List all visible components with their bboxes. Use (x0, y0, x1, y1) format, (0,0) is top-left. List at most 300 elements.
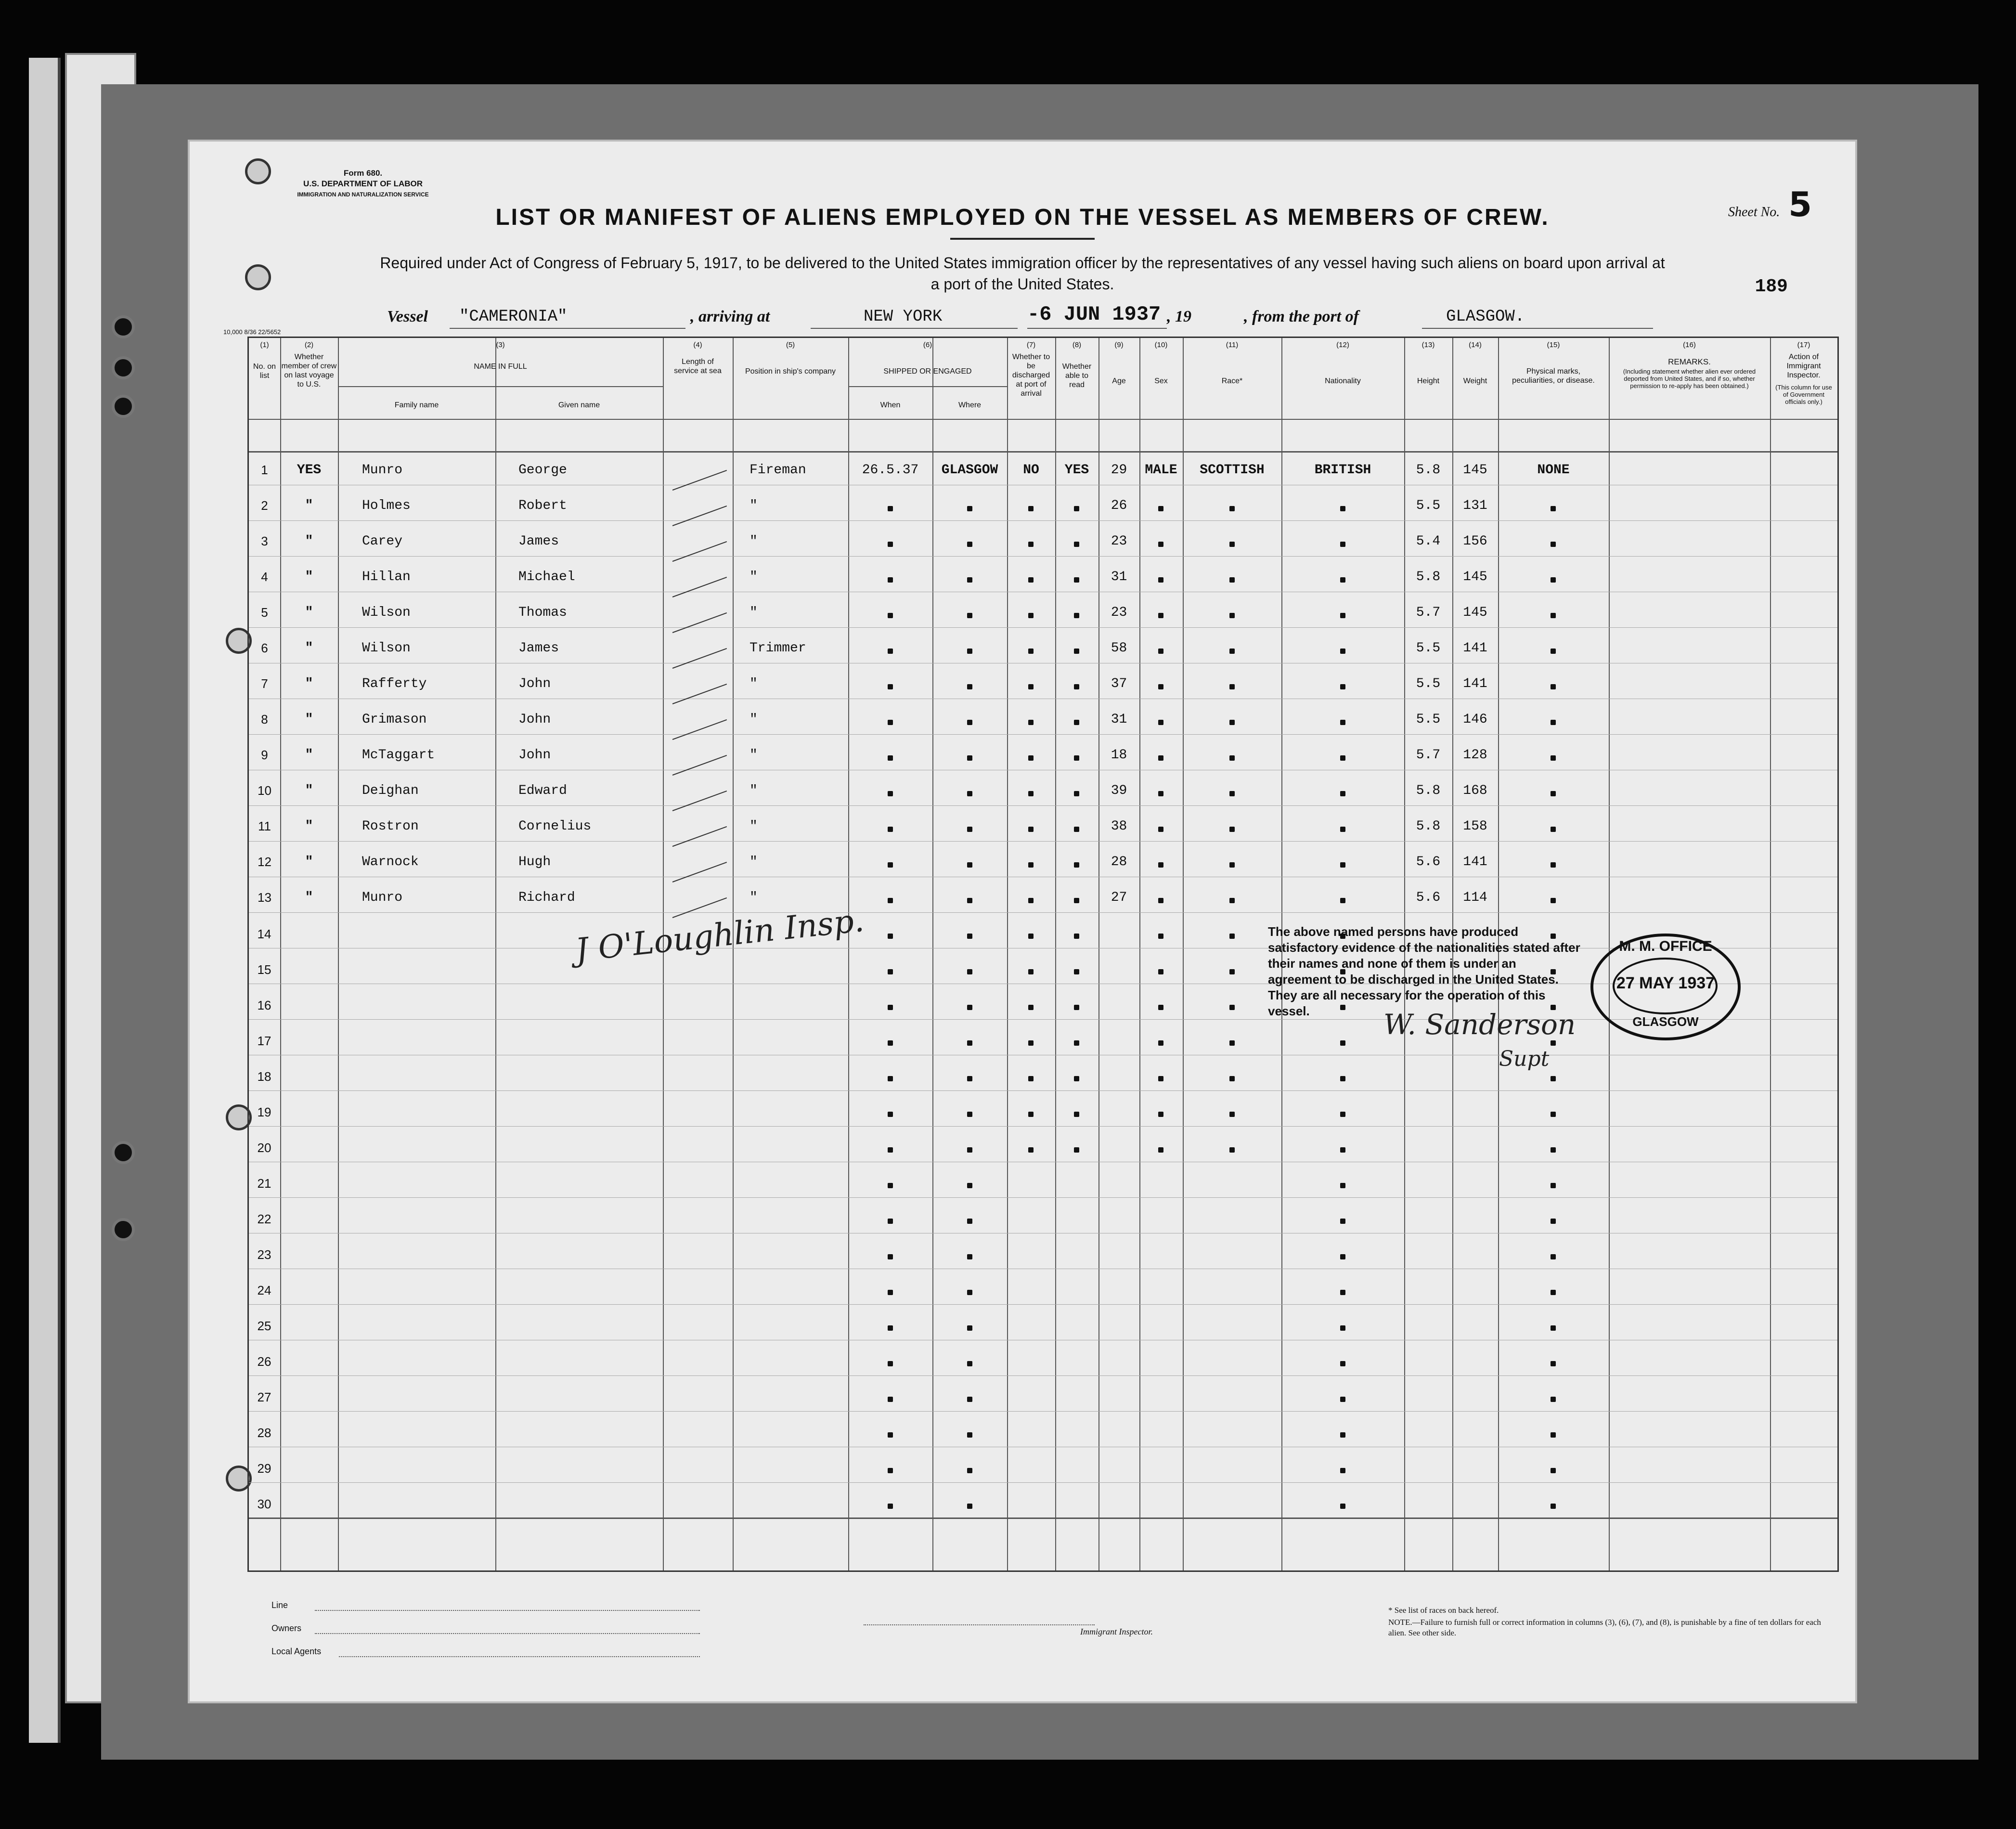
row-3-age: 23 (1111, 534, 1127, 549)
row-13-last-voyage: " (305, 890, 313, 905)
row-5-age: 23 (1111, 605, 1127, 620)
row-13-height: 5.6 (1416, 890, 1441, 905)
row-4-age: 31 (1111, 570, 1127, 584)
ditto-mark (1074, 755, 1079, 761)
ditto-mark (1340, 577, 1345, 583)
ditto-mark (967, 1005, 972, 1010)
ditto-mark (1028, 827, 1034, 832)
ditto-mark (1229, 934, 1235, 939)
col17-note: (This column for use of Government officials only.) (1775, 384, 1832, 405)
service-length-mark (672, 719, 727, 740)
service-length-mark (672, 862, 727, 882)
ditto-mark (1340, 1183, 1345, 1188)
row-1-where: GLASGOW (941, 463, 998, 478)
ditto-mark (967, 969, 972, 974)
ditto-mark (1028, 755, 1034, 761)
row-10-no: 10 (258, 783, 271, 798)
col9-header: Age (1112, 377, 1126, 385)
ditto-mark (1158, 969, 1163, 974)
ditto-mark (1158, 577, 1163, 583)
col13-header: Height (1417, 377, 1440, 385)
ditto-mark (1074, 613, 1079, 618)
row-6-height: 5.5 (1416, 641, 1441, 656)
col7-header: Whether to be discharged at port of arrival (1012, 353, 1050, 398)
row-11-weight: 158 (1463, 819, 1487, 834)
row-8-weight: 146 (1463, 712, 1487, 727)
col7-number: (7) (1026, 341, 1036, 349)
ditto-mark (967, 1361, 972, 1366)
ditto-mark (888, 1005, 893, 1010)
row-5-family: Wilson (362, 605, 411, 620)
service-length-mark (672, 541, 727, 562)
ditto-mark (1074, 862, 1079, 868)
ditto-mark (1028, 934, 1034, 939)
ditto-mark (888, 827, 893, 832)
row-3-position: " (750, 534, 758, 549)
ditto-mark (1158, 755, 1163, 761)
where-header: Where (958, 401, 982, 409)
arrival-underline (811, 328, 1018, 329)
ditto-mark (1074, 934, 1079, 939)
ditto-mark (888, 791, 893, 796)
col8-number: (8) (1072, 341, 1082, 349)
col3-number: (3) (496, 341, 505, 349)
ditto-mark (1158, 791, 1163, 796)
ditto-mark (1074, 827, 1079, 832)
ditto-mark (1074, 1040, 1079, 1046)
row-13-family: Munro (362, 890, 403, 905)
sheet-number-value: 5 (1788, 185, 1812, 224)
row-number: 15 (257, 962, 271, 977)
row-5-given: Thomas (518, 605, 567, 620)
ditto-mark (1074, 898, 1079, 903)
row-7-given: John (518, 676, 551, 691)
ditto-mark (888, 577, 893, 583)
row-12-weight: 141 (1463, 855, 1487, 869)
ditto-mark (888, 934, 893, 939)
ditto-mark (1158, 613, 1163, 618)
row-number: 17 (257, 1034, 271, 1048)
row-9-position: " (750, 748, 758, 763)
ditto-mark (1158, 1040, 1163, 1046)
ditto-mark (967, 755, 972, 761)
row-8-given: John (518, 712, 551, 727)
ditto-mark (1229, 862, 1235, 868)
col12-header: Nationality (1325, 377, 1361, 385)
row-2-given: Robert (518, 498, 567, 513)
ditto-mark (1340, 898, 1345, 903)
ditto-mark (1340, 1147, 1345, 1153)
ditto-mark (967, 577, 972, 583)
footer-line-label: Line (271, 1600, 288, 1610)
row-3-weight: 156 (1463, 534, 1487, 549)
ditto-mark (967, 1468, 972, 1473)
page-title: LIST OR MANIFEST OF ALIENS EMPLOYED ON THE VESSEL AS MEMBERS OF CREW. (495, 205, 1550, 230)
row-13-position: " (750, 890, 758, 905)
ditto-mark (1158, 720, 1163, 725)
service-length-mark (672, 470, 727, 491)
ditto-mark (1340, 1504, 1345, 1509)
given-name-header: Given name (558, 401, 600, 409)
row-9-last-voyage: " (305, 748, 313, 763)
ditto-mark (1551, 1432, 1556, 1438)
departure-port: GLASGOW. (1446, 308, 1525, 326)
ditto-mark (1028, 649, 1034, 654)
ditto-mark (1551, 1112, 1556, 1117)
row-9-weight: 128 (1463, 748, 1487, 763)
col11-header: Race* (1221, 377, 1243, 385)
ditto-mark (888, 1076, 893, 1081)
row-4-given: Michael (518, 570, 575, 584)
ditto-mark (888, 969, 893, 974)
row-number: 24 (257, 1283, 271, 1297)
port-underline (1422, 328, 1653, 329)
binder-hole-icon (112, 395, 135, 418)
ditto-mark (1340, 1112, 1345, 1117)
ditto-mark (1158, 649, 1163, 654)
ditto-mark (967, 684, 972, 689)
col15-number: (15) (1547, 341, 1560, 349)
row-9-family: McTaggart (362, 748, 435, 763)
row-number: 14 (257, 927, 271, 941)
stamp-city: GLASGOW (1632, 1014, 1699, 1029)
row-12-family: Warnock (362, 855, 419, 869)
row-7-age: 37 (1111, 676, 1127, 691)
row-1-nationality: BRITISH (1314, 463, 1371, 478)
ditto-mark (888, 613, 893, 618)
row-11-given: Cornelius (518, 819, 592, 834)
ditto-mark (967, 542, 972, 547)
service-length-mark (672, 897, 727, 918)
ditto-mark (1551, 684, 1556, 689)
ditto-mark (1551, 1076, 1556, 1081)
ditto-mark (1229, 1040, 1235, 1046)
row-11-age: 38 (1111, 819, 1127, 834)
ditto-mark (1229, 755, 1235, 761)
col3-header: NAME IN FULL (474, 363, 527, 371)
ditto-mark (1074, 649, 1079, 654)
ditto-mark (1551, 542, 1556, 547)
service-length-mark (672, 791, 727, 811)
ditto-mark (888, 1432, 893, 1438)
row-4-no: 4 (261, 570, 268, 584)
ditto-mark (967, 1112, 972, 1117)
ditto-mark (1229, 827, 1235, 832)
ditto-mark (1158, 684, 1163, 689)
ditto-mark (888, 1468, 893, 1473)
ditto-mark (1229, 649, 1235, 654)
ditto-mark (1551, 1254, 1556, 1259)
ditto-mark (1028, 1040, 1034, 1046)
ditto-mark (1028, 969, 1034, 974)
row-3-given: James (518, 534, 559, 549)
ditto-mark (1028, 613, 1034, 618)
row-6-last-voyage: " (305, 641, 313, 656)
ditto-mark (1074, 1112, 1079, 1117)
when-header: When (880, 401, 901, 409)
ditto-mark (1028, 791, 1034, 796)
row-8-family: Grimason (362, 712, 427, 727)
ditto-mark (1551, 1219, 1556, 1224)
ditto-mark (888, 1504, 893, 1509)
row-3-family: Carey (362, 534, 403, 549)
row-number: 28 (257, 1426, 271, 1440)
row-number: 26 (257, 1354, 271, 1369)
row-2-position: " (750, 498, 758, 513)
row-8-position: " (750, 712, 758, 727)
ditto-mark (1229, 613, 1235, 618)
ditto-mark (1074, 1076, 1079, 1081)
row-9-given: John (518, 748, 551, 763)
ditto-mark (967, 1432, 972, 1438)
row-11-height: 5.8 (1416, 819, 1441, 834)
sheet-number-label: Sheet No. (1728, 205, 1780, 220)
ditto-mark (888, 898, 893, 903)
col2-header: Whether member of crew on last voyage to U.S. (281, 353, 337, 389)
ditto-mark (1158, 898, 1163, 903)
ditto-mark (1028, 898, 1034, 903)
ditto-mark (888, 1290, 893, 1295)
ditto-mark (1340, 1040, 1345, 1046)
ditto-mark (1551, 791, 1556, 796)
row-number: 30 (257, 1497, 271, 1511)
row-1-discharged: NO (1023, 463, 1039, 478)
certification-text: The above named persons have produced satisfactory evidence of the nationalities stated after their names and none of them is under an agreement to be discharged in the United States. They are all necessary for the operation of this vessel. (1268, 924, 1580, 1018)
service-length-mark (672, 577, 727, 597)
row-4-last-voyage: " (305, 570, 313, 584)
ditto-mark (967, 1040, 972, 1046)
row-4-height: 5.8 (1416, 570, 1441, 584)
row-10-weight: 168 (1463, 783, 1487, 798)
fine-note: NOTE.—Failure to furnish full or correct information in columns (3), (6), (7), and (8), is punishable by a fine of ten dollars for each alien. See other side. (1388, 1618, 1821, 1637)
row-5-last-voyage: " (305, 605, 313, 620)
ditto-mark (1340, 1432, 1345, 1438)
row-13-no: 13 (258, 890, 271, 905)
inspector-label: Immigrant Inspector. (1080, 1627, 1153, 1636)
row-6-no: 6 (261, 641, 268, 655)
col12-number: (12) (1336, 341, 1349, 349)
ditto-mark (967, 1254, 972, 1259)
col9-number: (9) (1114, 341, 1124, 349)
ditto-mark (967, 720, 972, 725)
row-number: 21 (257, 1176, 271, 1191)
ditto-mark (888, 1112, 893, 1117)
row-1-race: SCOTTISH (1200, 463, 1265, 478)
col17-header: Action of Immigrant Inspector. (1786, 353, 1821, 379)
stamp-date: 27 MAY 1937 (1616, 974, 1715, 992)
ditto-mark (967, 862, 972, 868)
ditto-mark (888, 1397, 893, 1402)
row-11-position: " (750, 819, 758, 834)
row-7-position: " (750, 676, 758, 691)
ditto-mark (888, 1219, 893, 1224)
ditto-mark (1551, 1290, 1556, 1295)
ditto-mark (1028, 684, 1034, 689)
ditto-mark (967, 898, 972, 903)
ditto-mark (1551, 649, 1556, 654)
col5-header: Position in ship's company (745, 367, 836, 376)
ditto-mark (1551, 1504, 1556, 1509)
row-10-family: Deighan (362, 783, 419, 798)
row-7-family: Rafferty (362, 676, 427, 691)
row-9-height: 5.7 (1416, 748, 1441, 763)
ditto-mark (967, 1076, 972, 1081)
punch-hole-icon (245, 264, 271, 290)
ditto-mark (967, 613, 972, 618)
row-11-last-voyage: " (305, 819, 313, 834)
row-6-weight: 141 (1463, 641, 1487, 656)
row-7-height: 5.5 (1416, 676, 1441, 691)
ditto-mark (888, 1183, 893, 1188)
row-10-height: 5.8 (1416, 783, 1441, 798)
ditto-mark (1028, 506, 1034, 511)
ditto-mark (1229, 577, 1235, 583)
row-6-position: Trimmer (750, 641, 806, 656)
footer-owners-label: Owners (271, 1623, 302, 1633)
ditto-mark (1340, 791, 1345, 796)
row-7-weight: 141 (1463, 676, 1487, 691)
ditto-mark (888, 684, 893, 689)
row-11-no: 11 (258, 819, 271, 833)
row-1-family: Munro (362, 463, 403, 478)
ditto-mark (1551, 720, 1556, 725)
row-number: 25 (257, 1319, 271, 1333)
service-name: IMMIGRATION AND NATURALIZATION SERVICE (297, 191, 429, 198)
ditto-mark (1340, 1219, 1345, 1224)
ditto-mark (1229, 684, 1235, 689)
row-12-age: 28 (1111, 855, 1127, 869)
ditto-mark (967, 1183, 972, 1188)
ditto-mark (967, 649, 972, 654)
col16-number: (16) (1683, 341, 1696, 349)
ditto-mark (967, 1397, 972, 1402)
ditto-mark (1074, 791, 1079, 796)
row-number: 23 (257, 1247, 271, 1262)
superintendent-title: Supt (1499, 1047, 1550, 1071)
row-10-last-voyage: " (305, 783, 313, 798)
superintendent-signature: W. Sanderson (1383, 1008, 1576, 1041)
ditto-mark (1340, 1076, 1345, 1081)
row-13-given: Richard (518, 890, 575, 905)
service-length-mark (672, 826, 727, 847)
ditto-mark (1074, 577, 1079, 583)
ditto-mark (967, 934, 972, 939)
arrival-port: NEW YORK (864, 308, 943, 326)
ditto-mark (1229, 1005, 1235, 1010)
ditto-mark (1229, 720, 1235, 725)
row-2-no: 2 (261, 498, 268, 513)
ditto-mark (967, 1147, 972, 1153)
ditto-mark (1340, 755, 1345, 761)
col14-header: Weight (1463, 377, 1487, 385)
row-12-position: " (750, 855, 758, 869)
ditto-mark (888, 720, 893, 725)
col6-number: (6) (923, 341, 932, 349)
ditto-mark (1551, 1183, 1556, 1188)
ditto-mark (1158, 1112, 1163, 1117)
inspector-signature: J O'Loughlin Insp. (573, 901, 866, 969)
ditto-mark (1340, 613, 1345, 618)
ditto-mark (1028, 577, 1034, 583)
row-8-no: 8 (261, 712, 268, 726)
row-number: 20 (257, 1141, 271, 1155)
row-10-given: Edward (518, 783, 567, 798)
ditto-mark (888, 862, 893, 868)
ditto-mark (1229, 542, 1235, 547)
col5-number: (5) (786, 341, 795, 349)
row-number: 18 (257, 1069, 271, 1084)
ditto-mark (967, 791, 972, 796)
ditto-mark (1229, 1076, 1235, 1081)
ditto-mark (888, 506, 893, 511)
page-subtitle: Required under Act of Congress of February 5, 1917, to be delivered to the United States immigration officer by the representatives of any vessel having such aliens on board upon arrival at a port of the United States. (380, 254, 1665, 293)
row-12-last-voyage: " (305, 855, 313, 869)
row-2-weight: 131 (1463, 498, 1487, 513)
ditto-mark (1340, 827, 1345, 832)
ditto-mark (1340, 684, 1345, 689)
row-12-no: 12 (258, 855, 271, 869)
ditto-mark (1158, 1076, 1163, 1081)
row-3-height: 5.4 (1416, 534, 1441, 549)
arriving-label: , arriving at (690, 308, 770, 325)
col15-header: Physical marks, peculiarities, or disease. (1512, 367, 1595, 385)
binder-hole-icon (112, 315, 135, 338)
row-8-age: 31 (1111, 712, 1127, 727)
department-name: U.S. DEPARTMENT OF LABOR (303, 179, 423, 188)
ditto-mark (888, 1361, 893, 1366)
row-1-weight: 145 (1463, 463, 1487, 478)
year-label: , 19 (1167, 308, 1191, 325)
ditto-mark (1229, 506, 1235, 511)
ditto-mark (1551, 827, 1556, 832)
ditto-mark (967, 1290, 972, 1295)
ditto-mark (888, 1040, 893, 1046)
ditto-mark (1340, 1468, 1345, 1473)
ditto-mark (1074, 542, 1079, 547)
ditto-mark (1028, 862, 1034, 868)
ditto-mark (1229, 1147, 1235, 1153)
col1-number: (1) (260, 341, 269, 349)
binder-hole-icon (112, 356, 135, 379)
binder-hole-icon (112, 1141, 135, 1164)
ditto-mark (1340, 506, 1345, 511)
row-10-age: 39 (1111, 783, 1127, 798)
ditto-mark (1551, 1147, 1556, 1153)
ditto-mark (967, 1325, 972, 1331)
row-4-weight: 145 (1463, 570, 1487, 584)
ditto-mark (1229, 791, 1235, 796)
col1-header: No. on list (253, 363, 276, 380)
row-1-no: 1 (261, 463, 268, 477)
ditto-mark (888, 542, 893, 547)
arrival-date: -6 JUN 1937 (1027, 303, 1161, 326)
family-name-header: Family name (394, 401, 439, 409)
date-underline (1027, 328, 1167, 329)
vessel-label: Vessel (387, 308, 428, 325)
ditto-mark (1229, 1112, 1235, 1117)
ditto-mark (1028, 1112, 1034, 1117)
row-number: 29 (257, 1461, 271, 1476)
ditto-mark (1340, 649, 1345, 654)
col17-number: (17) (1797, 341, 1810, 349)
ditto-mark (1340, 1361, 1345, 1366)
row-1-sex: MALE (1145, 463, 1177, 478)
ditto-mark (888, 755, 893, 761)
row-5-position: " (750, 605, 758, 620)
row-9-no: 9 (261, 748, 268, 762)
col11-number: (11) (1226, 341, 1239, 349)
ditto-mark (1340, 1325, 1345, 1331)
